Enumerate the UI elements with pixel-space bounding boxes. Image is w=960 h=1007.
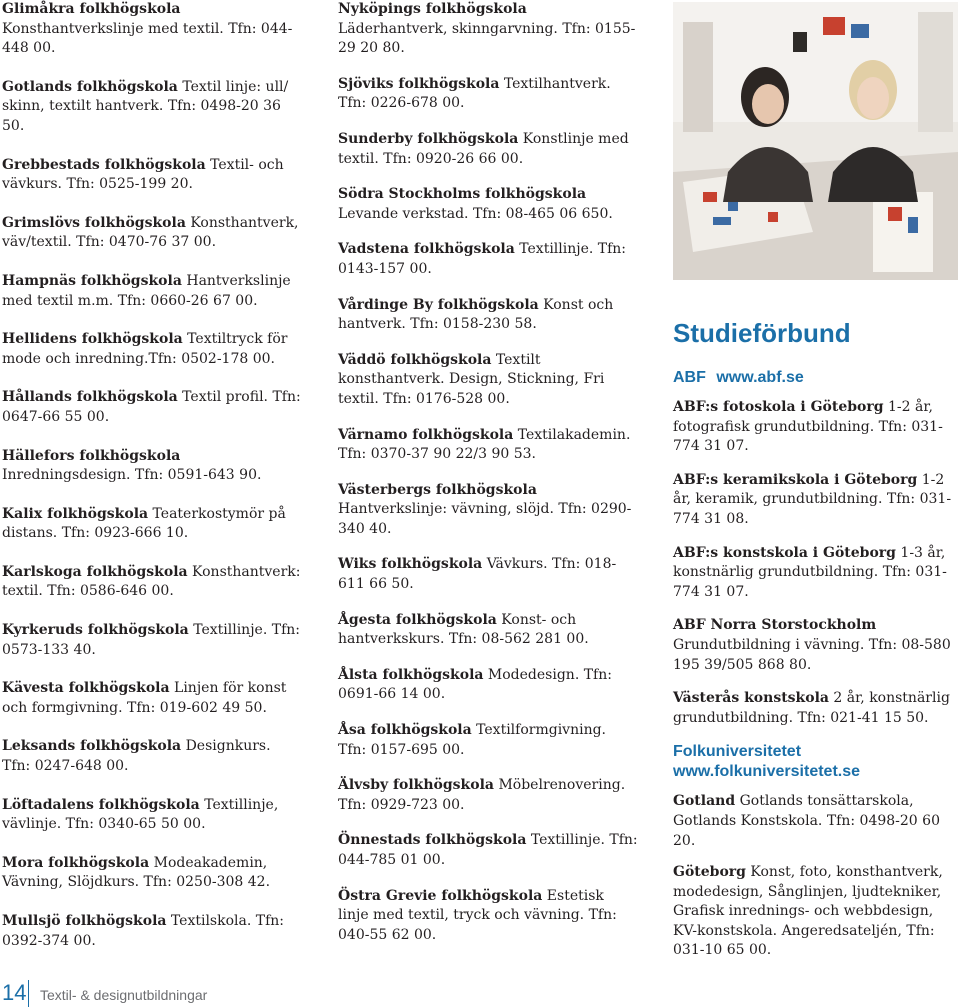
school-description: Hantverkslinje med textil m.m. Tfn: 0660-26 67 00. bbox=[2, 272, 291, 309]
school-entry bbox=[338, 296, 638, 335]
school-name: Kyrkeruds folkhögskola bbox=[2, 622, 189, 639]
school-description: Designkurs. Tfn: 0247-648 00. bbox=[2, 738, 271, 775]
column-3 bbox=[673, 318, 958, 973]
school-entry bbox=[673, 398, 958, 457]
school-entry bbox=[2, 0, 302, 59]
school-name: Västerås konstskola bbox=[673, 690, 829, 707]
school-name: Hellidens folkhögskola bbox=[2, 331, 183, 348]
school-description: Konsthantverk: textil. Tfn: 0586-646 00. bbox=[2, 563, 301, 600]
school-entry bbox=[673, 544, 958, 603]
school-description: Textilformgivning. Tfn: 0157-695 00. bbox=[338, 722, 606, 758]
school-description: Modeakademin, Vävning, Slöjdkurs. Tfn: 0250-308 42. bbox=[2, 854, 271, 891]
studieforbund-heading: Studieförbund bbox=[673, 318, 851, 348]
school-name: Vårdinge By folkhögskola bbox=[338, 296, 539, 313]
school-entry bbox=[2, 214, 302, 253]
school-entry bbox=[2, 563, 302, 602]
school-name: Ålsta folkhögskola bbox=[338, 666, 484, 683]
school-name: Vadstena folkhögskola bbox=[338, 241, 515, 258]
school-name: ABF:s keramikskola i Göteborg bbox=[673, 471, 918, 488]
school-description: Modedesign. Tfn: 0691-66 14 00. bbox=[338, 666, 612, 703]
school-name: Grimslövs folkhögskola bbox=[2, 214, 186, 231]
column-1 bbox=[2, 0, 302, 970]
school-description: Vävkurs. Tfn: 018-611 66 50. bbox=[338, 556, 617, 593]
school-name: Ågesta folkhögskola bbox=[338, 611, 497, 628]
folkuniversitetet-heading: Folkuniversitetet bbox=[673, 743, 802, 761]
school-description: Grundutbildning i vävning. Tfn: 08-580 195 39/505 868 80. bbox=[673, 636, 951, 673]
school-entry bbox=[2, 272, 302, 311]
school-name: Grebbestads folkhögskola bbox=[2, 156, 206, 173]
school-entry bbox=[2, 78, 302, 137]
school-name: Gotland bbox=[673, 793, 736, 810]
school-name: Sunderby folkhögskola bbox=[338, 130, 519, 147]
school-description: Inredningsdesign. Tfn: 0591-643 90. bbox=[2, 467, 262, 484]
school-name: Sjöviks folkhögskola bbox=[338, 75, 500, 92]
school-name: Kävesta folkhögskola bbox=[2, 680, 170, 697]
school-description: 2 år, konstnärlig grundutbildning. Tfn: 021-41 15 50. bbox=[673, 690, 950, 726]
school-entry bbox=[338, 555, 638, 594]
school-description: 1-2 år, keramik, grundutbildning. Tfn: 031-774 31 08. bbox=[673, 471, 952, 527]
school-entry bbox=[338, 666, 638, 705]
school-description: Konsthantverk, väv/textil. Tfn: 0470-76 37 00. bbox=[2, 214, 299, 251]
school-description: Textil profil. Tfn: 0647-66 55 00. bbox=[2, 389, 301, 425]
school-entry bbox=[2, 156, 302, 195]
school-name: Västerbergs folkhögskola bbox=[338, 481, 537, 498]
school-entry bbox=[338, 75, 638, 114]
school-description: Konst, foto, konsthantverk, modedesign, Sånglinjen, ljudtekniker, Grafisk inrednings- och webbdesign, KV-konstskola. Angeredsateljén, Tfn: 031-10 65 00. bbox=[673, 864, 943, 959]
school-description: 1-2 år, fotografisk grundutbildning. Tfn: 031-774 31 07. bbox=[673, 399, 943, 455]
folkuniversitetet-list bbox=[673, 792, 958, 961]
school-name: Hållands folkhögskola bbox=[2, 389, 178, 406]
school-description: 1-3 år, konstnärlig grundutbildning. Tfn: 031-774 31 07. bbox=[673, 544, 947, 600]
school-name: Mora folkhögskola bbox=[2, 854, 150, 871]
school-description: Textillinje, vävlinje. Tfn: 0340-65 50 00. bbox=[2, 796, 279, 833]
school-entry bbox=[338, 611, 638, 650]
school-entry bbox=[2, 737, 302, 776]
school-entry bbox=[338, 426, 638, 465]
school-entry bbox=[338, 721, 638, 760]
school-entry bbox=[338, 831, 638, 870]
school-entry bbox=[2, 388, 302, 427]
school-entry bbox=[338, 240, 638, 279]
school-name: Hampnäs folkhögskola bbox=[2, 272, 182, 289]
school-entry bbox=[2, 447, 302, 486]
school-name: Glimåkra folkhögskola bbox=[2, 1, 181, 17]
section-title: Textil- & designutbildningar bbox=[40, 987, 208, 1003]
school-name: ABF Norra Storstockholm bbox=[673, 617, 877, 634]
school-name: Önnestads folkhögskola bbox=[338, 832, 527, 849]
school-name: Wiks folkhögskola bbox=[338, 556, 483, 573]
school-entry bbox=[673, 616, 958, 675]
school-name: Gotlands folkhögskola bbox=[2, 78, 178, 95]
school-description: Textilakademin. Tfn: 0370-37 90 22/3 90 53. bbox=[338, 426, 631, 463]
school-name: Leksands folkhögskola bbox=[2, 738, 182, 755]
school-description: Konst- och hantverkskurs. Tfn: 08-562 281 00. bbox=[338, 611, 589, 648]
folkuniversitetet-url: www.folkuniversitetet.se bbox=[673, 763, 861, 781]
school-name: Väddö folkhögskola bbox=[338, 351, 492, 368]
school-name: Göteborg bbox=[673, 864, 746, 881]
school-name: Nyköpings folkhögskola bbox=[338, 1, 527, 17]
school-description: Konstlinje med textil. Tfn: 0920-26 66 00. bbox=[338, 130, 629, 167]
school-name: ABF:s konstskola i Göteborg bbox=[673, 544, 896, 561]
school-entry bbox=[673, 863, 958, 961]
school-entry bbox=[2, 679, 302, 718]
school-entry bbox=[673, 792, 958, 851]
school-name: Södra Stockholms folkhögskola bbox=[338, 186, 587, 203]
footer-divider bbox=[28, 980, 29, 1007]
school-entry bbox=[338, 887, 638, 946]
school-entry bbox=[338, 776, 638, 815]
school-name: Karlskoga folkhögskola bbox=[2, 563, 188, 580]
school-description: Läderhantverk, skinngarvning. Tfn: 0155-29 20 80. bbox=[338, 20, 636, 57]
school-name: Åsa folkhögskola bbox=[338, 722, 472, 739]
school-name: ABF:s fotoskola i Göteborg bbox=[673, 399, 884, 415]
school-description: Levande verkstad. Tfn: 08-465 06 650. bbox=[338, 205, 613, 222]
school-description: Teaterkostymör på distans. Tfn: 0923-666 10. bbox=[2, 505, 286, 542]
school-description: Textilt konsthantverk. Design, Stickning, Fri textil. Tfn: 0176-528 00. bbox=[338, 351, 605, 407]
school-description: Textilskola. Tfn: 0392-374 00. bbox=[2, 913, 285, 949]
abf-list bbox=[673, 398, 958, 728]
studio-photo bbox=[673, 2, 958, 280]
school-entry bbox=[338, 130, 638, 169]
school-description: Linjen för konst och formgivning. Tfn: 019-602 49 50. bbox=[2, 680, 287, 716]
page-footer bbox=[0, 980, 300, 1007]
school-name: Hällefors folkhögskola bbox=[2, 447, 181, 464]
school-entry bbox=[2, 796, 302, 835]
school-entry bbox=[2, 621, 302, 660]
school-entry bbox=[338, 351, 638, 410]
school-description: Textillinje. Tfn: 0573-133 40. bbox=[2, 622, 300, 658]
school-entry bbox=[673, 471, 958, 530]
school-description: Textilhantverk. Tfn: 0226-678 00. bbox=[338, 75, 611, 112]
abf-heading: ABF www.abf.se bbox=[673, 369, 804, 386]
school-description: Textillinje. Tfn: 044-785 01 00. bbox=[338, 832, 638, 868]
school-description: Konsthantverkslinje med textil. Tfn: 044-448 00. bbox=[2, 20, 293, 57]
school-name: Mullsjö folkhögskola bbox=[2, 913, 167, 929]
school-description: Textillinje. Tfn: 0143-157 00. bbox=[338, 241, 627, 277]
school-description: Textil- och vävkurs. Tfn: 0525-199 20. bbox=[2, 156, 284, 193]
school-description: Möbelrenovering. Tfn: 0929-723 00. bbox=[338, 777, 626, 813]
school-description: Textil linje: ull/ skinn, textilt hantverk. Tfn: 0498-20 36 50. bbox=[2, 78, 289, 134]
page-number: 14 bbox=[2, 980, 27, 1005]
school-name: Löftadalens folkhögskola bbox=[2, 796, 200, 813]
school-entry bbox=[673, 689, 958, 728]
school-entry bbox=[2, 330, 302, 369]
school-entry bbox=[2, 912, 302, 951]
school-description: Textiltryck för mode och inredning.Tfn: 0502-178 00. bbox=[2, 331, 288, 367]
school-description: Estetisk linje med textil, tryck och vävning. Tfn: 040-55 62 00. bbox=[338, 887, 617, 943]
school-name: Östra Grevie folkhögskola bbox=[338, 887, 543, 904]
school-description: Gotlands tonsättarskola, Gotlands Konstskola. Tfn: 0498-20 60 20. bbox=[673, 793, 940, 849]
school-entry bbox=[2, 505, 302, 544]
school-entry bbox=[338, 185, 638, 224]
school-entry bbox=[338, 481, 638, 540]
school-entry bbox=[338, 0, 638, 59]
school-name: Älvsby folkhögskola bbox=[338, 777, 494, 794]
school-description: Hantverkslinje: vävning, slöjd. Tfn: 0290-340 40. bbox=[338, 501, 632, 537]
school-entry bbox=[2, 854, 302, 893]
school-name: Värnamo folkhögskola bbox=[338, 426, 514, 443]
photo-illustration bbox=[673, 2, 958, 280]
school-name: Kalix folkhögskola bbox=[2, 505, 149, 522]
school-description: Konst och hantverk. Tfn: 0158-230 58. bbox=[338, 296, 614, 333]
column-2 bbox=[338, 0, 638, 961]
